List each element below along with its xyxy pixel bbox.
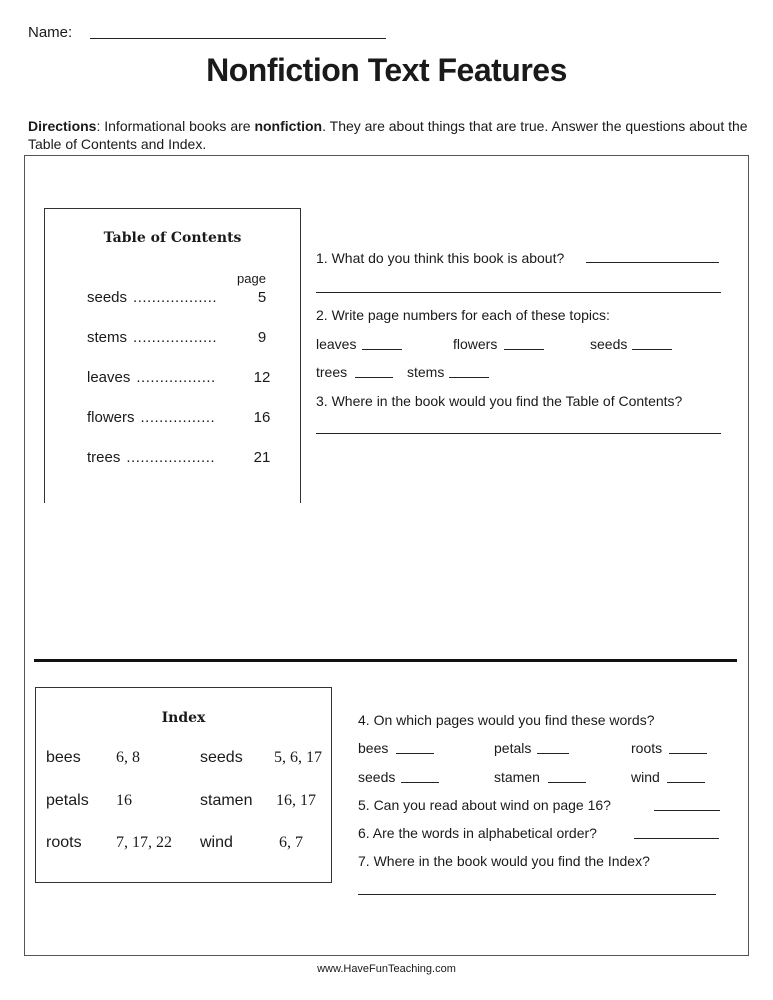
question-4-item-seeds: seeds <box>358 769 396 785</box>
question-6: 6. Are the words in alphabetical order? <box>358 825 597 841</box>
question-3: 3. Where in the book would you find the Table of Contents? <box>316 393 683 409</box>
index-pages: 6, 7 <box>279 834 303 851</box>
question-4-answer-line[interactable] <box>396 753 434 754</box>
question-2-answer-line[interactable] <box>632 349 672 350</box>
index-word: wind <box>200 834 233 851</box>
page-title: Nonfiction Text Features <box>206 52 567 88</box>
index-word: bees <box>46 749 81 766</box>
toc-dots: ................... <box>126 449 216 466</box>
question-7-answer-line[interactable] <box>358 894 716 895</box>
question-2-answer-line[interactable] <box>449 377 489 378</box>
question-1: 1. What do you think this book is about? <box>316 250 565 266</box>
question-4-item-roots: roots <box>631 740 663 756</box>
question-2: 2. Write page numbers for each of these topics: <box>316 307 610 323</box>
index-pages: 7, 17, 22 <box>116 834 172 851</box>
section-divider <box>34 659 737 662</box>
toc-row <box>87 449 277 466</box>
directions-label: Directions <box>28 118 97 134</box>
question-4-answer-line[interactable] <box>548 782 586 783</box>
toc-page-number: 9 <box>257 329 267 346</box>
question-7: 7. Where in the book would you find the Index? <box>358 853 650 869</box>
index-pages: 16 <box>116 792 132 809</box>
name-field[interactable] <box>90 38 386 39</box>
toc-row <box>87 289 277 306</box>
index-word: roots <box>46 834 82 851</box>
toc-topic: leaves <box>87 369 131 386</box>
question-4-answer-line[interactable] <box>537 753 569 754</box>
index-pages: 6, 8 <box>116 749 140 766</box>
question-4-answer-line[interactable] <box>669 753 707 754</box>
question-3-answer-line[interactable] <box>316 433 721 434</box>
toc-page-header: page <box>237 271 266 286</box>
directions-text-2: . They are about things that are true. Answer the questions about the Table of Contents and Index. <box>28 118 748 152</box>
toc-page-number: 21 <box>253 449 271 466</box>
directions <box>28 117 748 153</box>
toc-dots: .................. <box>133 289 218 306</box>
index-word: stamen <box>200 792 253 809</box>
toc-page-number: 12 <box>253 369 271 386</box>
question-2-item-seeds: seeds <box>590 336 628 352</box>
index-title: Index <box>161 710 206 726</box>
index-pages: 16, 17 <box>276 792 316 809</box>
question-5-answer-line[interactable] <box>654 810 720 811</box>
index-word: seeds <box>200 749 243 766</box>
question-4-item-bees: bees <box>358 740 389 756</box>
toc-row <box>87 329 277 346</box>
toc-row <box>87 369 277 386</box>
toc-page-number: 16 <box>253 409 271 426</box>
question-2-answer-line[interactable] <box>355 377 393 378</box>
question-4: 4. On which pages would you find these words? <box>358 712 655 728</box>
question-2-answer-line[interactable] <box>504 349 544 350</box>
toc-dots: ................ <box>140 409 216 426</box>
question-2-item-stems: stems <box>407 364 445 380</box>
toc-topic: seeds <box>87 289 128 306</box>
question-2-item-flowers: flowers <box>453 336 498 352</box>
toc-topic: trees <box>87 449 121 466</box>
footer-site: www.HaveFunTeaching.com <box>317 963 456 975</box>
toc-page-number: 5 <box>257 289 267 306</box>
toc-title: Table of Contents <box>103 230 242 246</box>
directions-keyword: nonfiction <box>254 118 323 134</box>
question-4-item-wind: wind <box>631 769 660 785</box>
question-6-answer-line[interactable] <box>634 838 719 839</box>
question-4-answer-line[interactable] <box>667 782 705 783</box>
name-label: Name: <box>28 24 73 41</box>
toc-topic: flowers <box>87 409 135 426</box>
question-4-item-stamen: stamen <box>494 769 540 785</box>
toc-row <box>87 409 277 426</box>
index-word: petals <box>46 792 89 809</box>
toc-dots: .................. <box>133 329 218 346</box>
question-1-answer-line[interactable] <box>586 262 719 263</box>
question-1-answer-line-2[interactable] <box>316 292 721 293</box>
question-5: 5. Can you read about wind on page 16? <box>358 797 611 813</box>
question-2-item-leaves: leaves <box>316 336 357 352</box>
question-2-answer-line[interactable] <box>362 349 402 350</box>
question-4-item-petals: petals <box>494 740 532 756</box>
toc-dots: ................. <box>136 369 216 386</box>
toc-topic: stems <box>87 329 128 346</box>
directions-text-1: : Informational books are <box>96 118 255 134</box>
question-2-item-trees: trees <box>316 364 348 380</box>
question-4-answer-line[interactable] <box>401 782 439 783</box>
index-pages: 5, 6, 17 <box>274 749 322 766</box>
